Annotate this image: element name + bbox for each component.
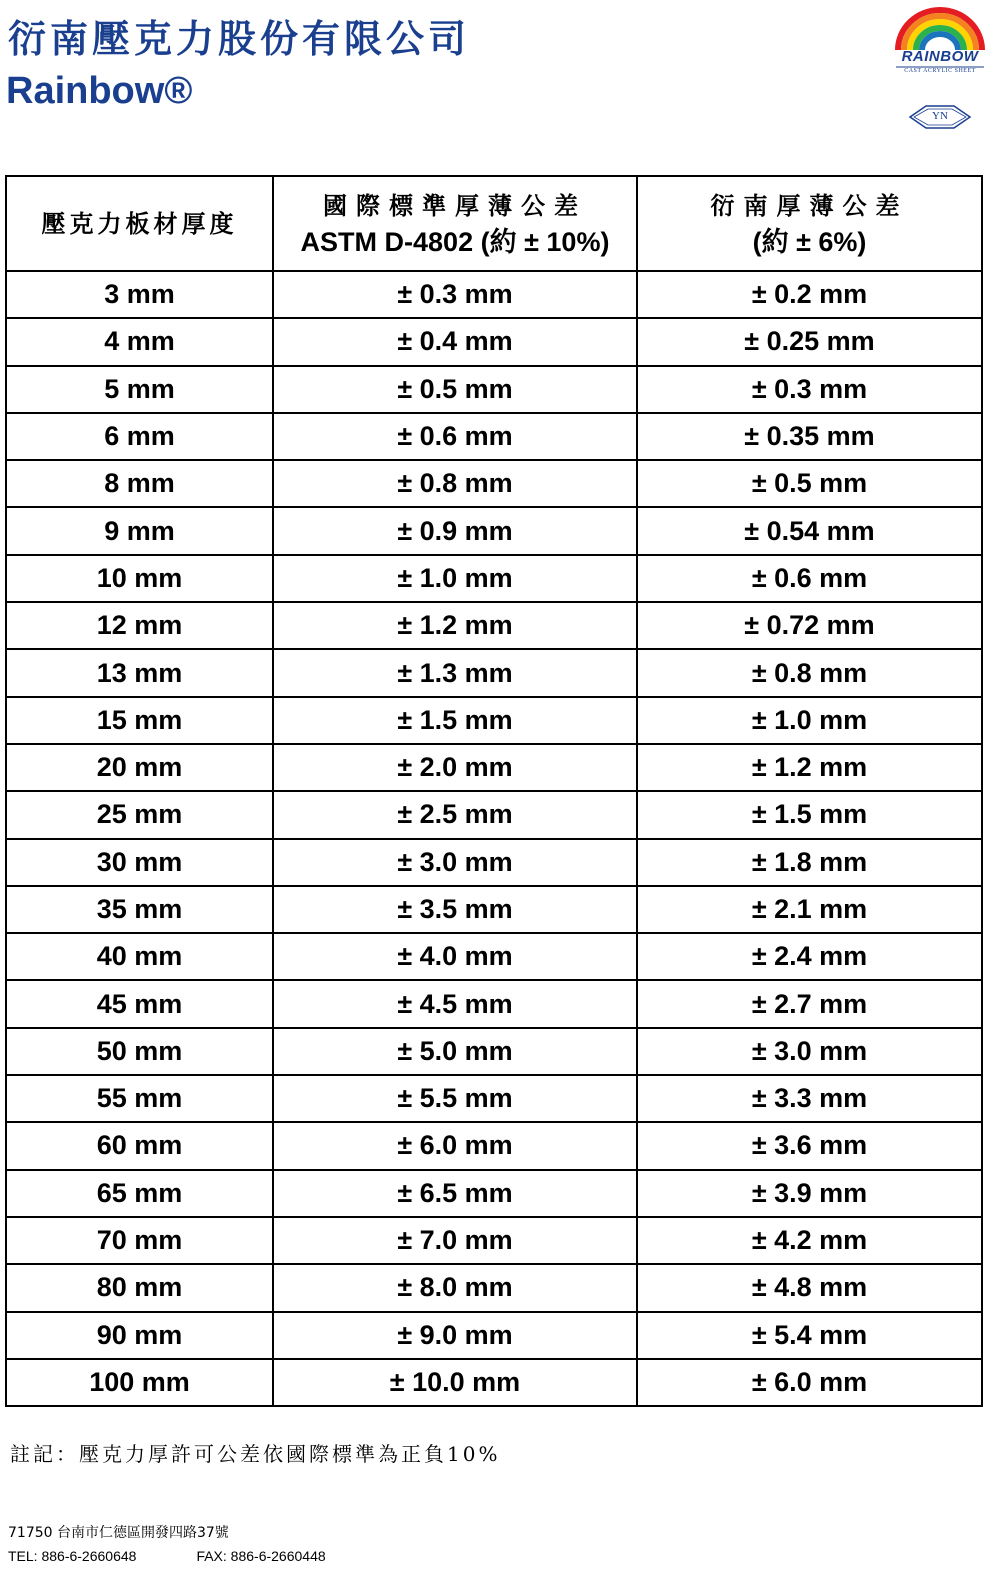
table-row — [6, 839, 982, 886]
rainbow-logo — [892, 6, 988, 136]
cell-thickness: 80 mm — [6, 1264, 273, 1311]
logo-sub-text: CAST ACRYLIC SHEET — [904, 68, 976, 74]
cell-thickness: 60 mm — [6, 1122, 273, 1169]
table-header-row — [6, 176, 982, 271]
cell-yannan-tolerance: ± 0.3 mm — [637, 366, 982, 413]
table-row — [6, 271, 982, 318]
cell-astm-tolerance: ± 10.0 mm — [273, 1359, 637, 1406]
cell-thickness: 65 mm — [6, 1170, 273, 1217]
cell-yannan-tolerance: ± 0.6 mm — [637, 555, 982, 602]
cell-thickness: 40 mm — [6, 933, 273, 980]
cell-thickness: 8 mm — [6, 460, 273, 507]
cell-astm-tolerance: ± 0.6 mm — [273, 413, 637, 460]
address: 71750 台南市仁德區開發四路37號 — [8, 1525, 229, 1541]
table-row — [6, 1359, 982, 1406]
contact-line — [8, 1548, 326, 1564]
table-row — [6, 744, 982, 791]
cell-astm-tolerance: ± 0.5 mm — [273, 366, 637, 413]
cell-yannan-tolerance: ± 0.25 mm — [637, 318, 982, 365]
logo-brand-text: RAINBOW — [901, 48, 979, 65]
table-row — [6, 1312, 982, 1359]
cell-astm-tolerance: ± 0.3 mm — [273, 271, 637, 318]
cell-thickness: 50 mm — [6, 1028, 273, 1075]
header-yannan — [637, 176, 982, 271]
cell-astm-tolerance: ± 5.0 mm — [273, 1028, 637, 1075]
cell-yannan-tolerance: ± 1.8 mm — [637, 839, 982, 886]
cell-yannan-tolerance: ± 0.35 mm — [637, 413, 982, 460]
cell-thickness: 90 mm — [6, 1312, 273, 1359]
cell-thickness: 20 mm — [6, 744, 273, 791]
tolerance-table — [5, 175, 983, 1407]
cell-yannan-tolerance: ± 2.1 mm — [637, 886, 982, 933]
table-row — [6, 507, 982, 554]
cell-astm-tolerance: ± 1.3 mm — [273, 649, 637, 696]
logo-badge-text: YN — [932, 110, 948, 122]
cell-thickness: 5 mm — [6, 366, 273, 413]
cell-thickness: 9 mm — [6, 507, 273, 554]
cell-yannan-tolerance: ± 2.7 mm — [637, 980, 982, 1027]
cell-astm-tolerance: ± 2.5 mm — [273, 791, 637, 838]
table-row — [6, 649, 982, 696]
cell-astm-tolerance: ± 3.5 mm — [273, 886, 637, 933]
cell-astm-tolerance: ± 0.8 mm — [273, 460, 637, 507]
cell-thickness: 15 mm — [6, 697, 273, 744]
cell-yannan-tolerance: ± 3.6 mm — [637, 1122, 982, 1169]
cell-astm-tolerance: ± 1.5 mm — [273, 697, 637, 744]
cell-yannan-tolerance: ± 3.9 mm — [637, 1170, 982, 1217]
tel-number: TEL: 886-6-2660648 — [8, 1548, 137, 1564]
table-row — [6, 791, 982, 838]
table-row — [6, 886, 982, 933]
cell-yannan-tolerance: ± 0.5 mm — [637, 460, 982, 507]
table-row — [6, 413, 982, 460]
cell-astm-tolerance: ± 5.5 mm — [273, 1075, 637, 1122]
cell-astm-tolerance: ± 0.9 mm — [273, 507, 637, 554]
cell-thickness: 10 mm — [6, 555, 273, 602]
brand-name: Rainbow® — [6, 70, 193, 112]
table-row — [6, 460, 982, 507]
cell-astm-tolerance: ± 4.0 mm — [273, 933, 637, 980]
table-row — [6, 555, 982, 602]
table-row — [6, 366, 982, 413]
company-name: 衍南壓克力股份有限公司 — [8, 16, 471, 61]
header-thickness-label: 壓克力板材厚度 — [41, 208, 238, 238]
cell-yannan-tolerance: ± 3.0 mm — [637, 1028, 982, 1075]
cell-thickness: 6 mm — [6, 413, 273, 460]
cell-thickness: 100 mm — [6, 1359, 273, 1406]
table-row — [6, 1264, 982, 1311]
table-body — [6, 271, 982, 1406]
cell-thickness: 70 mm — [6, 1217, 273, 1264]
cell-astm-tolerance: ± 3.0 mm — [273, 839, 637, 886]
cell-thickness: 3 mm — [6, 271, 273, 318]
cell-yannan-tolerance: ± 0.54 mm — [637, 507, 982, 554]
table-row — [6, 980, 982, 1027]
cell-astm-tolerance: ± 1.0 mm — [273, 555, 637, 602]
cell-yannan-tolerance: ± 6.0 mm — [637, 1359, 982, 1406]
header-astm-line2: ASTM D-4802 (約 ± 10%) — [300, 226, 610, 257]
cell-thickness: 45 mm — [6, 980, 273, 1027]
cell-thickness: 55 mm — [6, 1075, 273, 1122]
cell-astm-tolerance: ± 0.4 mm — [273, 318, 637, 365]
cell-thickness: 4 mm — [6, 318, 273, 365]
cell-yannan-tolerance: ± 1.2 mm — [637, 744, 982, 791]
cell-astm-tolerance: ± 7.0 mm — [273, 1217, 637, 1264]
cell-yannan-tolerance: ± 0.2 mm — [637, 271, 982, 318]
cell-yannan-tolerance: ± 5.4 mm — [637, 1312, 982, 1359]
cell-yannan-tolerance: ± 0.72 mm — [637, 602, 982, 649]
header-astm — [273, 176, 637, 271]
table-row — [6, 933, 982, 980]
cell-astm-tolerance: ± 4.5 mm — [273, 980, 637, 1027]
cell-yannan-tolerance: ± 1.0 mm — [637, 697, 982, 744]
cell-yannan-tolerance: ± 4.2 mm — [637, 1217, 982, 1264]
table-row — [6, 318, 982, 365]
fax-number: FAX: 886-6-2660448 — [196, 1548, 326, 1564]
cell-thickness: 25 mm — [6, 791, 273, 838]
cell-thickness: 13 mm — [6, 649, 273, 696]
cell-astm-tolerance: ± 8.0 mm — [273, 1264, 637, 1311]
table-row — [6, 602, 982, 649]
cell-astm-tolerance: ± 6.0 mm — [273, 1122, 637, 1169]
cell-yannan-tolerance: ± 2.4 mm — [637, 933, 982, 980]
table-row — [6, 1122, 982, 1169]
header-astm-line1: 國際標準厚薄公差 — [323, 190, 587, 220]
cell-thickness: 30 mm — [6, 839, 273, 886]
cell-astm-tolerance: ± 9.0 mm — [273, 1312, 637, 1359]
header-thickness — [6, 176, 273, 271]
table-row — [6, 1217, 982, 1264]
header-yannan-line1: 衍南厚薄公差 — [710, 190, 909, 220]
cell-thickness: 35 mm — [6, 886, 273, 933]
table-row — [6, 697, 982, 744]
table-row — [6, 1170, 982, 1217]
rainbow-arc-icon — [892, 6, 988, 52]
cell-astm-tolerance: ± 6.5 mm — [273, 1170, 637, 1217]
cell-yannan-tolerance: ± 3.3 mm — [637, 1075, 982, 1122]
footnote: 註記：壓克力厚許可公差依國際標準為正負10% — [10, 1442, 501, 1466]
cell-yannan-tolerance: ± 4.8 mm — [637, 1264, 982, 1311]
cell-yannan-tolerance: ± 1.5 mm — [637, 791, 982, 838]
header-yannan-line2: (約 ± 6%) — [752, 226, 867, 257]
cell-astm-tolerance: ± 1.2 mm — [273, 602, 637, 649]
table-row — [6, 1028, 982, 1075]
cell-thickness: 12 mm — [6, 602, 273, 649]
cell-yannan-tolerance: ± 0.8 mm — [637, 649, 982, 696]
cell-astm-tolerance: ± 2.0 mm — [273, 744, 637, 791]
table-row — [6, 1075, 982, 1122]
